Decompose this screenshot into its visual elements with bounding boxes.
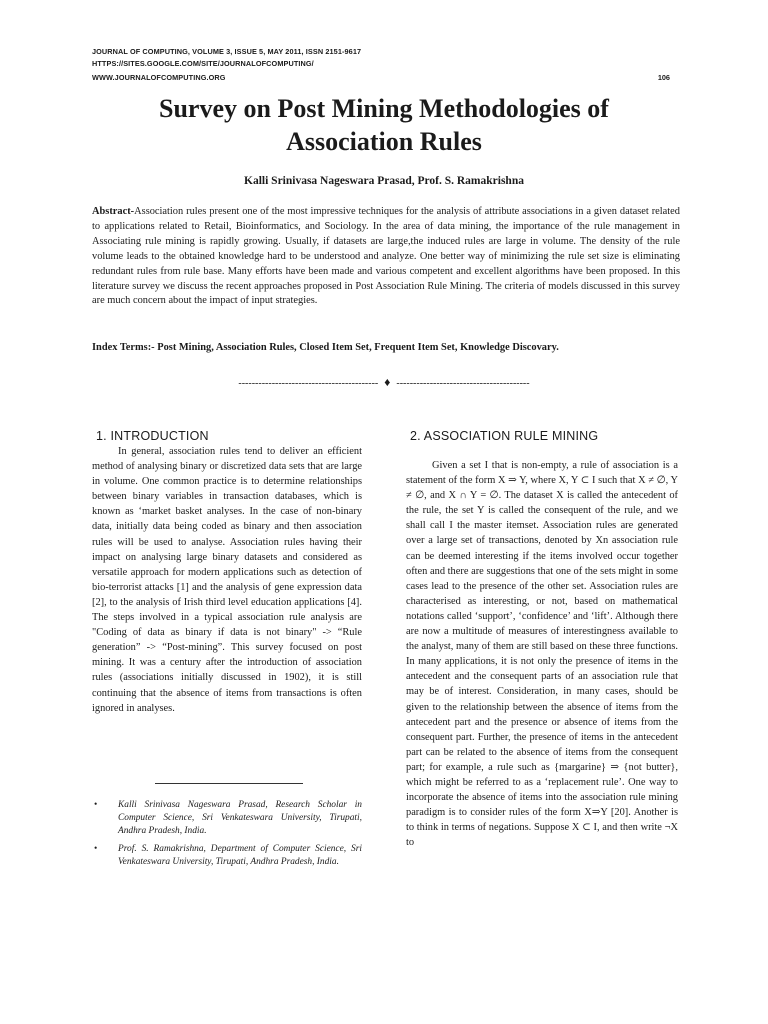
journal-website-line: WWW.JOURNALOFCOMPUTING.ORG bbox=[92, 73, 226, 82]
footnote-author-1 bbox=[92, 799, 362, 837]
abstract bbox=[92, 205, 680, 309]
journal-header-line: JOURNAL OF COMPUTING, VOLUME 3, ISSUE 5, MAY 2011, ISSN 2151-9617 bbox=[92, 47, 362, 56]
page-number: 106 bbox=[657, 73, 670, 82]
index-terms: Index Terms:- Post Mining, Association Rules, Closed Item Set, Frequent Item Set, Knowledge Discovary. bbox=[92, 342, 559, 353]
introduction-paragraph: In general, association rules tend to deliver an efficient method of analysing binary or discretized data sets that are large in volume. One common practice is to determine relationships between binary variables in transaction databases, which is known as ‘market basket analyses. In the case of non-binary data, initially data being coded as binary and then association rules will be used to analyse. Association rules having their impact on analysing large binary datasets and considered as versatile approach for modern applications such as detection of bio-terrorist attacks [1] and the analysis of gene expression data [2], to the analysis of Irish third level education applications [4]. The steps involved in a typical association rule analysis are "Coding of data as binary if data is not binary" -> “Rule generation” -> “Post-mining”. This survey focused on post mining. It was a century after the introduction of association rules (associations initially discussed in 1902), it is still continuing that the absence of items from transactions is often ignored in analyses. bbox=[92, 446, 362, 714]
footnote-text: Kalli Srinivasa Nageswara Prasad, Research Scholar in Computer Science, Sri Venkateswara University, Tirupati, Andhra Pradesh, India. bbox=[118, 800, 362, 836]
left-column bbox=[92, 428, 362, 716]
right-column bbox=[406, 428, 678, 850]
association-rule-mining-paragraph: Given a set I that is non-empty, a rule of association is a statement of the form X ⇒ Y, where X, Y ⊂ I such that X ≠ ∅, Y ≠ ∅, and X ∩ Y = ∅. The dataset X is called the antecedent of the rule, the set Y is called the consequent of the rule, and we shall call I the master itemset. Association rules are generated over a large set of transactions, denoted by Xn association rule can be deemed interesting if the items involved occur together often and there are suggestions that one of the sets might in some cases lead to the presence of the other set. Association rules are characterised as interesting, or not, based on mathematical notations called ‘support’, ‘confidence’ and ‘lift’. Although there are now a multitude of measures of interestingness available to the analyst, many of them are still based on these three functions. In many applications, it is not only the presence of items in the antecedent and the consequent parts of an association rule that may be of interest. Consideration, in many cases, should be given to the relationship between the absence of items from the antecedent part and the presence or absence of items from the consequent part. Further, the presence of items in the antecedent part can be related to the absence of items from the consequent part; for example, a rule such as {margarine} ⇒ {not butter}, which might be referred to as a ‘replacement rule’. One way to incorporate the absence of items into the association rule mining paradigm is to consider rules of the form X⇒Y [20]. Another is to think in terms of negations. Suppose X ⊂ I, and then write ¬X to bbox=[406, 460, 678, 849]
authors: Kalli Srinivasa Nageswara Prasad, Prof. S. Ramakrishna bbox=[244, 175, 524, 187]
bullet-icon: • bbox=[94, 844, 98, 854]
separator-right: ---------------------------------------- bbox=[396, 378, 530, 389]
section-heading-introduction: 1. INTRODUCTION bbox=[96, 429, 209, 443]
section-separator bbox=[84, 375, 684, 390]
footnote-author-2 bbox=[92, 843, 362, 869]
separator-left: ------------------------------------------ bbox=[238, 378, 379, 389]
paper-title bbox=[84, 92, 684, 158]
title-line-1: Survey on Post Mining Methodologies of bbox=[159, 94, 609, 123]
title-line-2: Association Rules bbox=[286, 127, 482, 156]
bullet-icon: • bbox=[94, 800, 98, 810]
journal-url-line: HTTPS://SITES.GOOGLE.COM/SITE/JOURNALOFCOMPUTING/ bbox=[92, 59, 314, 68]
abstract-text: Association rules present one of the most impressive techniques for the analysis of attribute associations in a given dataset related to applications related to Retail, Bioinformatics, and Sociology. In the area of data mining, the importance of the rule management in Associating rule mining is rapidly growing. Usually, if datasets are large,the induced rules are large in volume. The density of the rule volume leads to the obtained knowledge hard to be understood and analyze. One better way of minimizing the rule set size is eliminating redundant rules from rule base. Many efforts have been made and various competent and excellent algorithms have been proposed. In this literature survey we discuss the recent approaches proposed in Post Association Rule Mining. The criteria of models discussed in this survey are much concern about the impact of input strategies. bbox=[92, 206, 680, 307]
abstract-label: Abstract- bbox=[92, 206, 135, 217]
footnote-text: Prof. S. Ramakrishna, Department of Computer Science, Sri Venkateswara University, Tirupati, Andhra Pradesh, India. bbox=[118, 844, 362, 867]
footnote-divider bbox=[155, 783, 303, 784]
section-heading-association-rule-mining: 2. ASSOCIATION RULE MINING bbox=[410, 429, 599, 443]
diamond-icon: ♦ bbox=[384, 375, 391, 389]
